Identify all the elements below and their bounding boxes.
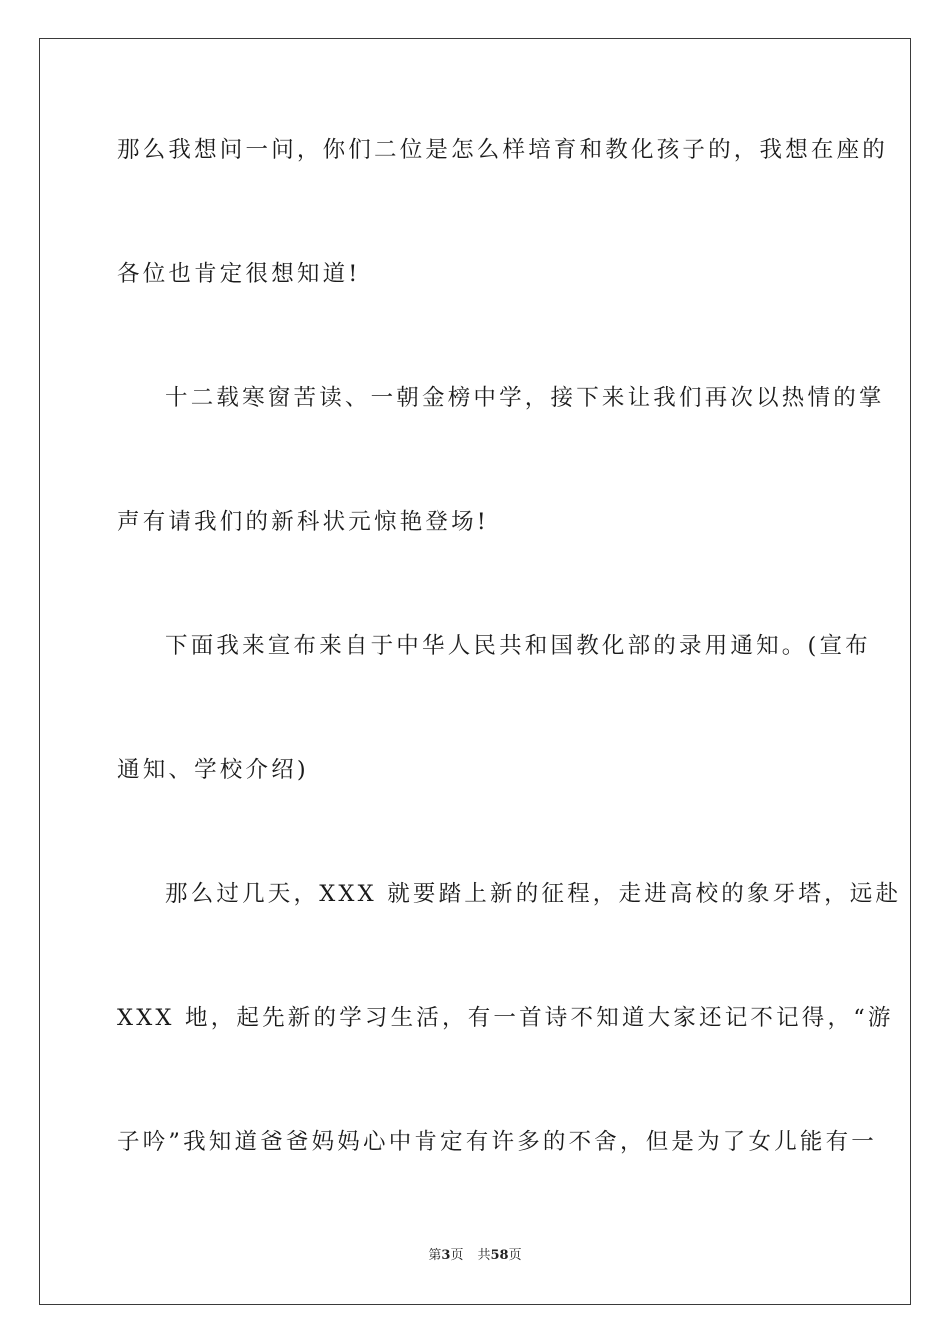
- total-pages: 58: [490, 1248, 509, 1263]
- page-number: 3: [441, 1248, 451, 1263]
- text-line-9: 子吟”我知道爸爸妈妈心中肯定有许多的不舍，但是为了女儿能有一: [117, 1129, 878, 1155]
- text-line-2: 各位也肯定很想知道!: [117, 261, 361, 287]
- text-line-7: 那么过几天，XXX 就要踏上新的征程，走进高校的象牙塔，远赴: [165, 881, 902, 907]
- text-line-3: 十二载寒窗苦读、一朝金榜中学，接下来让我们再次以热情的掌: [165, 385, 885, 411]
- total-suffix: 页: [508, 1248, 522, 1263]
- text-line-5: 下面我来宣布来自于中华人民共和国教化部的录用通知。(宣布: [165, 633, 871, 659]
- page-prefix: 第: [428, 1248, 442, 1263]
- text-line-4: 声有请我们的新科状元惊艳登场!: [117, 509, 490, 535]
- text-line-6: 通知、学校介绍): [117, 757, 309, 783]
- total-prefix: 共: [477, 1248, 491, 1263]
- page-suffix: 页: [450, 1248, 464, 1263]
- page-border: [39, 38, 911, 1305]
- page-footer: [0, 1247, 950, 1265]
- text-line-1: 那么我想问一问，你们二位是怎么样培育和教化孩子的，我想在座的: [117, 137, 889, 163]
- text-line-8: XXX 地，起先新的学习生活，有一首诗不知道大家还记不记得，“游: [117, 1005, 894, 1031]
